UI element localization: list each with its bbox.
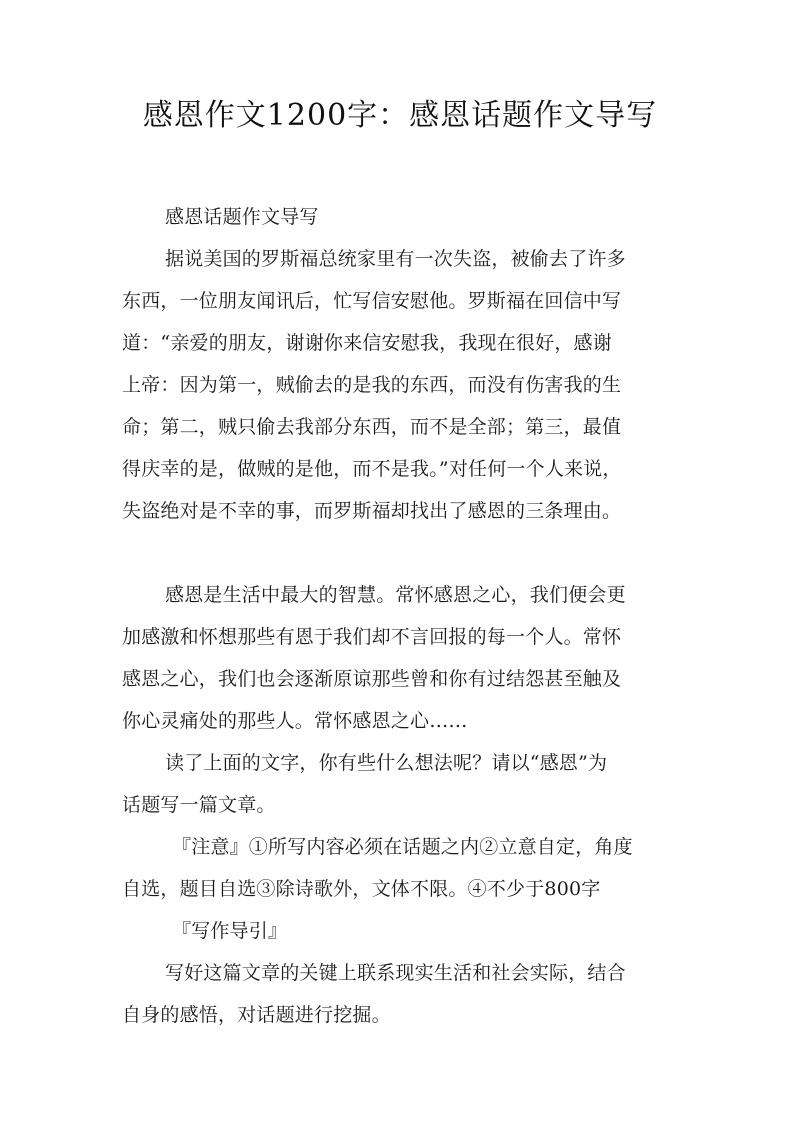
note-line: 自选，题目自选③除诗歌外，文体不限。④不少于800字 [122, 878, 601, 900]
document-body [122, 196, 682, 1036]
paragraph-line: 道：“亲爱的朋友，谢谢你来信安慰我，我现在很好，感谢 [122, 332, 612, 354]
paragraph-line: 话题写一篇文章。 [122, 794, 276, 816]
section-heading: 感恩话题作文导写 [165, 206, 319, 228]
paragraph-line: 你心灵痛处的那些人。常怀感恩之心…… [122, 710, 468, 732]
guide-heading: 『写作导引』 [172, 920, 288, 942]
paragraph-line: 失盗绝对是不幸的事，而罗斯福却找出了感恩的三条理由。 [122, 500, 622, 522]
paragraph-gap [122, 532, 682, 574]
paragraph-line: 据说美国的罗斯福总统家里有一次失盗，被偷去了许多 [165, 248, 626, 270]
paragraph-line: 上帝：因为第一，贼偷去的是我的东西，而没有伤害我的生 [122, 374, 622, 396]
note-line: 『注意』①所写内容必须在话题之内②立意自定，角度 [172, 836, 633, 858]
paragraph-line: 感恩是生活中最大的智慧。常怀感恩之心，我们便会更 [165, 584, 626, 606]
paragraph-line: 东西，一位朋友闻讯后，忙写信安慰他。罗斯福在回信中写 [122, 290, 622, 312]
paragraph-line: 感恩之心，我们也会逐渐原谅那些曾和你有过结怨甚至触及 [122, 668, 622, 690]
paragraph-line: 读了上面的文字，你有些什么想法呢？请以“感恩”为 [165, 752, 608, 774]
document-title: 感恩作文1200字：感恩话题作文导写 [142, 98, 658, 133]
paragraph-line: 得庆幸的是，做贼的是他，而不是我。”对任何一个人来说， [122, 458, 622, 480]
paragraph-line: 加感激和怀想那些有恩于我们却不言回报的每一个人。常怀 [122, 626, 622, 648]
paragraph-line: 写好这篇文章的关键上联系现实生活和社会实际，结合 [165, 962, 626, 984]
paragraph-line: 自身的感悟，对话题进行挖掘。 [122, 1004, 391, 1026]
paragraph-line: 命；第二，贼只偷去我部分东西，而不是全部；第三，最值 [122, 416, 622, 438]
